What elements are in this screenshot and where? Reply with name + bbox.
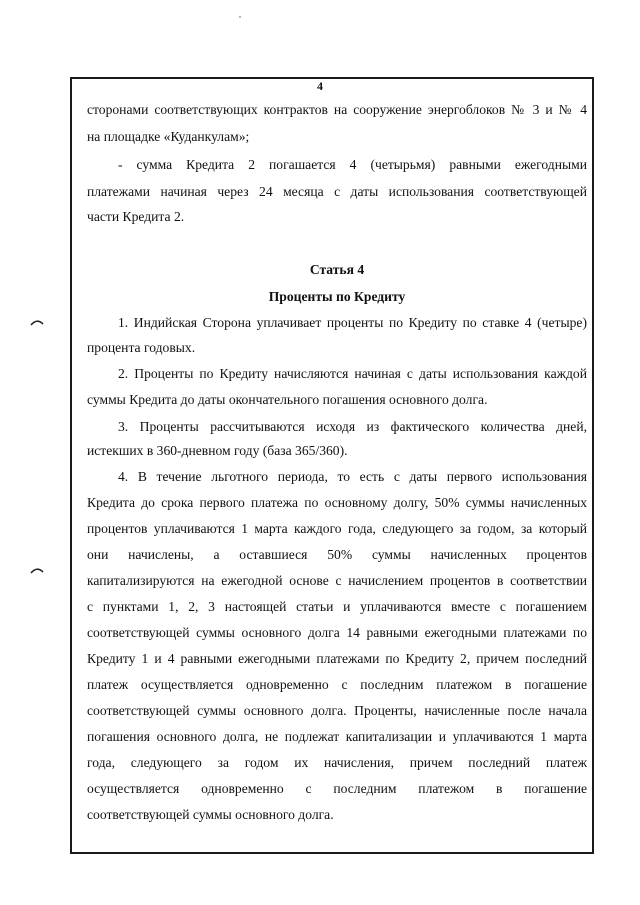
text-line: сторонами соответствующих контрактов на сооружение энергоблоков № 3 и № 4	[87, 102, 587, 117]
text-line: - сумма Кредита 2 погашается 4 (четырьмя) равными ежегодными	[118, 157, 587, 172]
text-line: части Кредита 2.	[87, 209, 185, 224]
text-line: суммы Кредита до даты окончательного погашения основного долга.	[87, 392, 488, 407]
text-line: процентов уплачиваются 1 марта каждого года, следующего за годом, за который	[87, 521, 587, 536]
text-line: Кредиту 1 и 4 равными ежегодными платежами по Кредиту 2, причем последний	[87, 651, 587, 666]
page-number: 4	[317, 79, 323, 93]
article-title: Проценты по Кредиту	[268, 289, 406, 304]
text-line: соответствующей суммы основного долга. Проценты, начисленные после начала	[87, 703, 587, 718]
text-line: осуществляется одновременно с последним платежом в погашение	[87, 781, 587, 796]
scan-speck	[239, 16, 241, 18]
text-line: процента годовых.	[87, 340, 196, 355]
text-line: с пунктами 1, 2, 3 настоящей статьи и уплачиваются вместе с погашением	[87, 599, 587, 614]
text-line: они начислены, а оставшиеся 50% суммы начисленных процентов	[87, 547, 587, 562]
text-line: 3. Проценты рассчитываются исходя из фактического количества дней,	[118, 419, 587, 434]
binder-mark-icon	[30, 566, 44, 574]
text-line: истекших в 360-дневном году (база 365/360).	[87, 443, 348, 458]
article-number: Статья 4	[309, 262, 365, 277]
text-line: платежами начиная через 24 месяца с даты использования соответствующей	[87, 184, 587, 199]
binder-mark-icon	[30, 318, 44, 326]
text-line: на площадке «Куданкулам»;	[87, 129, 250, 144]
text-line: погашения основного долга, не подлежат капитализации и уплачиваются 1 марта	[87, 729, 587, 744]
text-line: 2. Проценты по Кредиту начисляются начиная с даты использования каждой	[118, 366, 587, 381]
text-line: соответствующей суммы основного долга.	[87, 807, 334, 822]
text-line: платеж осуществляется одновременно с последним платежом в погашение	[87, 677, 587, 692]
text-line: соответствующей суммы основного долга 14 равными ежегодными платежами по	[87, 625, 587, 640]
text-line: 4. В течение льготного периода, то есть с даты первого использования	[118, 469, 587, 484]
text-line: 1. Индийская Сторона уплачивает проценты по Кредиту по ставке 4 (четыре)	[118, 315, 587, 330]
text-line: Кредита до срока первого платежа по основному долгу, 50% суммы начисленных	[87, 495, 587, 510]
text-line: капитализируются на ежегодной основе с начислением процентов в соответствии	[87, 573, 587, 588]
text-line: года, следующего за годом их начисления, причем последний платеж	[87, 755, 587, 770]
